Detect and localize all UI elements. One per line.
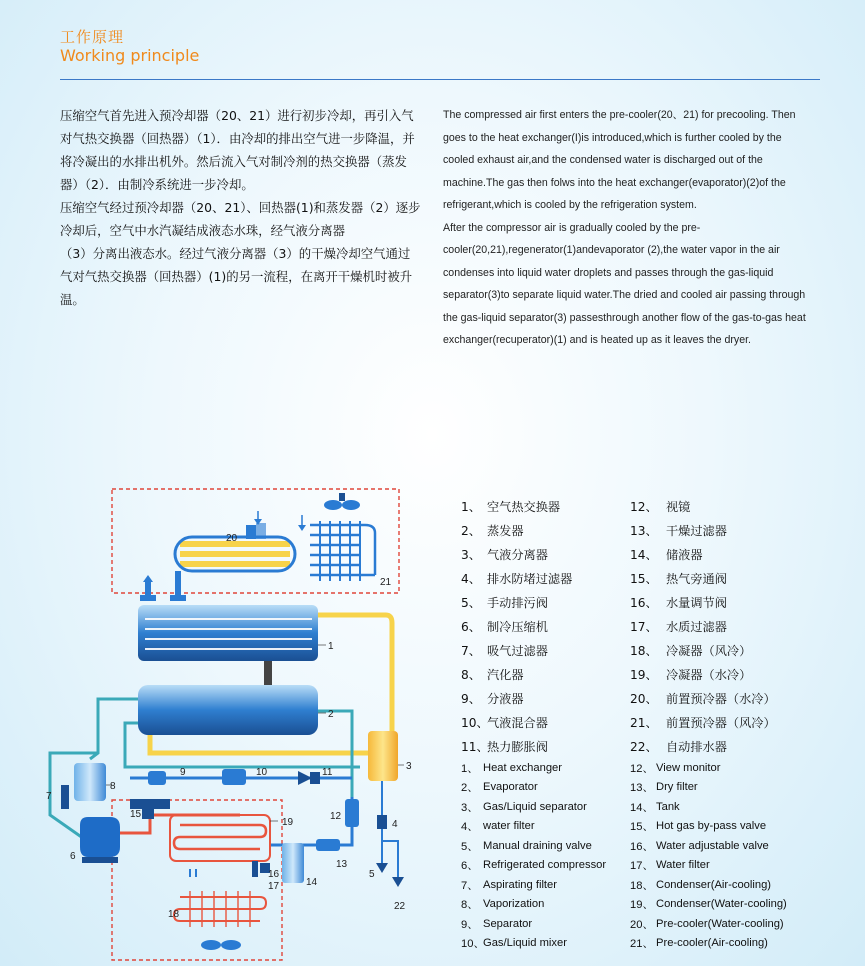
legend-item [461,566,572,590]
legend-label: 水质过滤器 [666,619,727,634]
legend-item [630,758,787,778]
legend-label: Condenser(Air-cooling) [656,878,772,891]
legend-num: 12、 [630,499,658,514]
legend-item [630,914,787,934]
legend-label: Tank [656,800,680,813]
legend-item [461,710,572,734]
legend-item [461,614,572,638]
diagram-label-6: 6 [70,851,76,862]
diagram-label-14: 14 [306,877,318,888]
diagram-label-19: 19 [282,817,294,828]
legend-label: 冷凝器（水冷） [666,667,752,682]
legend-num: 7、 [461,879,479,892]
legend-num: 6、 [461,619,481,634]
diagram-label-18: 18 [168,909,180,920]
legend-cn-left [461,494,572,758]
legend-item [461,542,572,566]
page-title-en: Working principle [60,46,200,65]
legend-num: 5、 [461,840,479,853]
legend-num: 21、 [630,715,658,730]
legend-label: Evaporator [483,781,538,794]
legend-label: 排水防堵过滤器 [487,571,573,586]
legend-item [630,686,776,710]
legend-num: 19、 [630,899,654,912]
legend-item [461,797,606,817]
en-paragraph: After the compressor air is gradually cooled by the pre-cooler(20,21),regenerator(1)andevaporator (2),the water vapor in the air condenses into liquid water droplets and passes through the gas-liquid separator(3)to separate liquid water.The dried and cooled air passing through the gas-liquid separator(3) passesthrough another flow of the gas-to-gas heat exchanger(recuperator)(1) and is heated up as it leaves the dryer. [443,221,806,346]
legend-label: Vaporization [483,898,545,911]
legend-num: 10、 [461,715,489,730]
legend-num: 14、 [630,547,658,562]
legend-num: 13、 [630,523,658,538]
legend-item [461,836,606,856]
legend-item [630,518,776,542]
legend-num: 8、 [461,899,479,912]
legend-num: 20、 [630,691,658,706]
legend-item [630,875,787,895]
legend-num: 16、 [630,840,654,853]
legend-label: 自动排水器 [666,739,727,754]
legend-item [461,638,572,662]
diagram-label-7: 7 [46,791,52,802]
diagram-label-17: 17 [268,881,280,892]
legend-num: 15、 [630,571,658,586]
legend-num: 13、 [630,782,654,795]
legend-num: 2、 [461,523,481,538]
legend-label: 前置预冷器（水冷） [666,691,776,706]
legend-item [461,817,606,837]
legend-item [461,914,606,934]
legend-num: 14、 [630,801,654,814]
legend-num: 22、 [630,739,658,754]
legend-item [630,566,776,590]
legend-label: 汽化器 [487,667,524,682]
legend-num: 16、 [630,595,658,610]
diagram-label-12: 12 [330,811,342,822]
page-title-cn: 工作原理 [60,28,125,46]
legend-item [630,638,776,662]
diagram-label-22: 22 [394,901,406,912]
legend-label: 吸气过滤器 [487,643,548,658]
legend-label: Aspirating filter [483,878,557,891]
legend-num: 15、 [630,821,654,834]
legend-num: 12、 [630,762,654,775]
legend-label: 分液器 [487,691,524,706]
legend-label: Manual draining valve [483,839,592,852]
legend-item [461,734,572,758]
diagram-label-21: 21 [380,577,392,588]
diagram-label-4: 4 [392,819,398,830]
legend-num: 4、 [461,821,479,834]
legend-label: Heat exchanger [483,761,562,774]
legend-item [630,934,787,954]
legend-item [630,614,776,638]
legend-num: 3、 [461,547,481,562]
legend-label: 水量调节阀 [666,595,727,610]
cn-paragraph: 压缩空气经过预冷却器（20、21）、回热器(1)和蒸发器（2）逐步冷却后，空气中水汽凝结成液态水珠，经气液分离器 [60,200,421,238]
legend-item [630,734,776,758]
diagram-label-3: 3 [406,761,412,772]
legend-label: Pre-cooler(Air-cooling) [656,937,768,950]
legend-item [630,494,776,518]
legend-item [461,662,572,686]
legend-label: 视镜 [666,499,691,514]
cn-paragraph: （3）分离出液态水。经过气液分离器（3）的干燥冷却空气通过气对气热交换器（回热器）(1)的另一流程，在离开干燥机时被升温。 [60,246,413,307]
diagram-label-13: 13 [336,859,348,870]
legend-num: 10、 [461,938,485,951]
diagram-label-5: 5 [369,869,375,880]
diagram-label-10: 10 [256,767,268,778]
diagram-label-11: 11 [322,767,333,778]
legend-label: 热气旁通阀 [666,571,727,586]
english-description [443,104,808,352]
legend-label: 冷凝器（风冷） [666,643,752,658]
legend-label: 干燥过滤器 [666,523,727,538]
legend-item [630,856,787,876]
en-paragraph: The compressed air first enters the pre-cooler(20、21) for precooling. Then goes to the heat exchanger(I)is introduced,which is further cooled by the cooled exhaust air,and the condensed water is discharged out of the machine.The gas then folws into the heat exchanger(evaporator)(2)of the refrigerant,which is cooled by the refrigeration system. [443,109,796,211]
legend-label: Dry filter [656,781,698,794]
legend-label: Condenser(Water-cooling) [656,898,787,911]
legend-item [630,797,787,817]
diagram-label-15: 15 [130,809,142,820]
legend-label: 储液器 [666,547,703,562]
legend-item [461,494,572,518]
legend-item [630,590,776,614]
legend-num: 21、 [630,938,654,951]
legend-num: 7、 [461,643,481,658]
legend-label: 前置预冷器（风冷） [666,715,776,730]
legend-label: 手动排污阀 [487,595,548,610]
legend-label: 蒸发器 [487,523,524,538]
legend-label: 制冷压缩机 [487,619,548,634]
legend-num: 18、 [630,879,654,892]
legend-item [461,518,572,542]
legend-cn-right [630,494,776,758]
legend-item [461,686,572,710]
legend-item [461,875,606,895]
legend-num: 4、 [461,571,481,586]
legend-item [630,836,787,856]
legend-label: 气液混合器 [487,715,548,730]
legend-num: 17、 [630,860,654,873]
legend-num: 2、 [461,782,479,795]
legend-label: Gas/Liquid separator [483,800,587,813]
legend-item [630,710,776,734]
header-divider [60,79,820,80]
legend-label: Separator [483,917,533,930]
legend-num: 6、 [461,860,479,873]
legend-num: 1、 [461,762,479,775]
legend-num: 19、 [630,667,658,682]
legend-label: Hot gas by-pass valve [656,820,767,833]
legend-item [461,758,606,778]
chinese-description [60,104,422,311]
legend-item [630,895,787,915]
separator-3 [368,731,398,781]
evaporator-2 [138,685,318,735]
legend-label: 空气热交换器 [487,499,561,514]
legend-num: 17、 [630,619,658,634]
legend-num: 5、 [461,595,481,610]
legend-label: Pre-cooler(Water-cooling) [656,917,784,930]
legend-item [461,934,606,954]
legend-en-right [630,758,787,953]
legend-num: 9、 [461,691,481,706]
legend-label: Water filter [656,859,710,872]
diagram-label-1: 1 [328,641,334,652]
legend-label: View monitor [656,761,721,774]
legend-label: Gas/Liquid mixer [483,937,567,950]
legend-num: 3、 [461,801,479,814]
legend-item [630,542,776,566]
legend-item [461,590,572,614]
diagram-label-9: 9 [180,767,186,778]
diagram-label-8: 8 [110,781,116,792]
legend-item [630,817,787,837]
legend-label: 气液分离器 [487,547,548,562]
diagram-label-16: 16 [268,869,280,880]
cn-paragraph: 压缩空气首先进入预冷却器（20、21）进行初步冷却，再引入气对气热交换器（回热器）（1）．由冷却的排出空气进一步降温，并将冷凝出的水排出机外。然后流入气对制冷剂的热交换器（蒸发器）（2）．由制冷系统进一步冷却。 [60,108,415,192]
refrigeration-dryer-schematic [30,485,430,963]
legend-label: Refrigerated compressor [483,859,607,872]
legend-num: 1、 [461,499,481,514]
legend-item [461,856,606,876]
legend-item [630,778,787,798]
heat-exchanger-1 [138,605,318,661]
legend-num: 9、 [461,918,479,931]
legend-item [630,662,776,686]
diagram-label-20: 20 [226,533,238,544]
legend-num: 11、 [461,739,489,754]
legend-item [461,778,606,798]
legend-item [461,895,606,915]
legend-num: 20、 [630,918,654,931]
legend-label: 热力膨胀阀 [487,739,548,754]
diagram-label-2: 2 [328,709,334,720]
legend-label: Water adjustable valve [656,839,769,852]
legend-num: 8、 [461,667,481,682]
legend-label: water filter [483,820,535,833]
legend-num: 18、 [630,643,658,658]
legend-en-left [461,758,606,953]
